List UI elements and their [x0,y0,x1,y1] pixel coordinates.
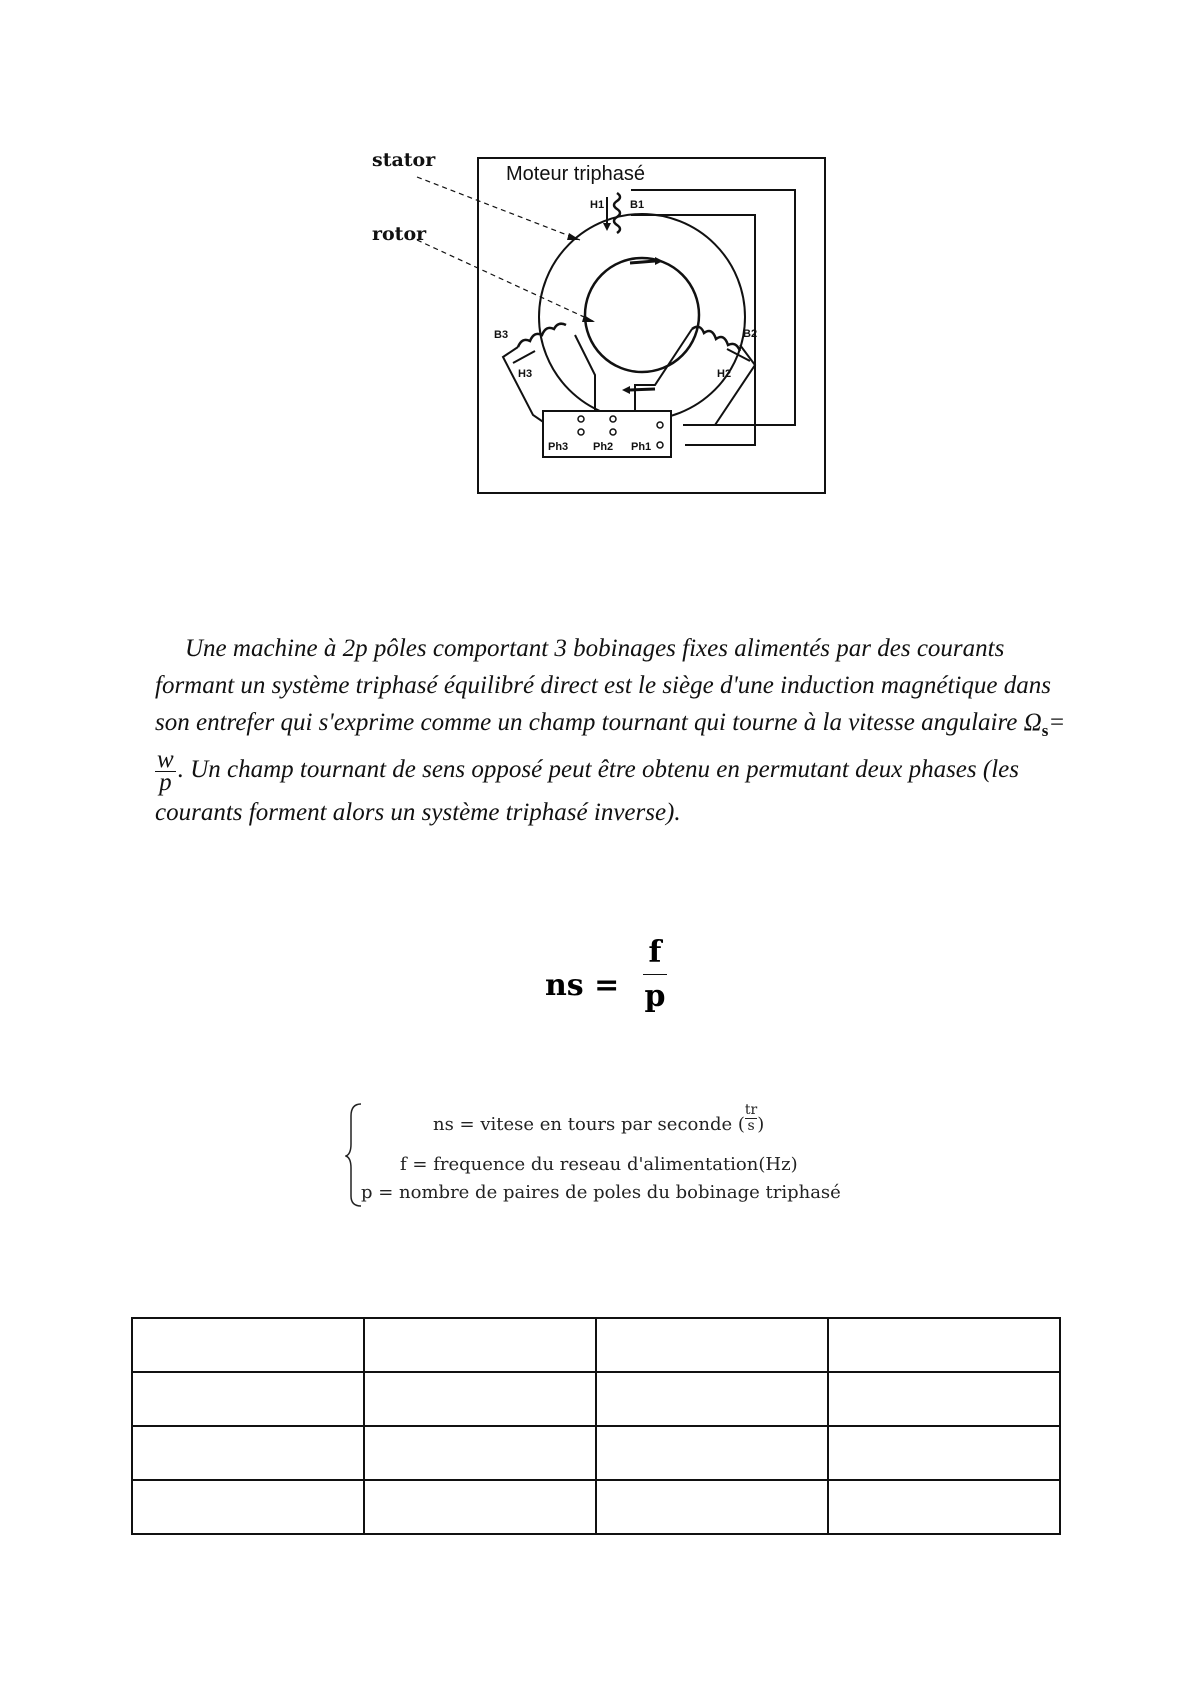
paragraph-line-4-text: . Un champ tournant de sens opposé peut être obtenu en permutant deux phases (les [177,756,1019,784]
empty-table [131,1317,1061,1535]
unit-denominator: s [747,1117,755,1134]
table-row [132,1426,1060,1480]
coil-3-arrow [513,351,535,363]
table-cell[interactable] [596,1372,828,1426]
coil-1 [614,193,620,233]
table-cell[interactable] [828,1426,1060,1480]
rotation-arrow-top [630,261,655,263]
rotation-arrow-bottom [630,389,655,390]
paragraph-line-2: formant un système triphasé équilibré direct est le siège d'une induction magnétique dans [155,672,1051,699]
table-cell[interactable] [596,1426,828,1480]
table-row [132,1372,1060,1426]
table-cell[interactable] [828,1318,1060,1372]
fraction-numerator: w [157,746,174,773]
paragraph-line-5: courants forment alors un système triphasé inverse). [155,799,681,826]
formula-numerator: f [648,935,662,970]
coil-label-b3: B3 [494,329,509,341]
formula-lhs: ns = [545,968,620,1003]
definition-ns [433,1101,765,1135]
table-row [132,1480,1060,1534]
formula-denominator: p [644,979,666,1014]
unit-fraction [745,1103,757,1134]
terminal-label-ph1: Ph1 [631,441,652,453]
omega-equals: = [1048,709,1066,736]
paragraph-line-3-text: son entrefer qui s'exprime comme un champ tournant qui tourne à la vitesse angulaire Ω [155,709,1042,736]
definition-ns-close: ) [757,1114,765,1135]
coil-label-h3: H3 [518,368,533,380]
table-cell[interactable] [596,1318,828,1372]
inline-fraction [155,746,176,796]
wire-b2 [635,329,692,420]
table-cell[interactable] [596,1480,828,1534]
paragraph-line-3 [155,704,1066,749]
table-cell[interactable] [364,1480,596,1534]
wire-h2 [715,345,755,425]
fraction-bar [643,974,667,975]
motor-diagram-svg [355,145,835,495]
rotor-leader [417,240,595,322]
fraction-denominator: p [159,769,172,796]
rotation-arrowhead-top [655,257,663,265]
coil-1-arrowhead [603,223,611,231]
table-cell[interactable] [364,1318,596,1372]
formula-fraction [637,935,673,1014]
label-stator: stator [372,149,436,171]
table-cell[interactable] [132,1372,364,1426]
rotation-arrowhead-bottom [622,386,630,394]
synchronous-speed-formula [545,935,685,1025]
coil-label-b1: B1 [630,199,645,211]
table-cell[interactable] [828,1480,1060,1534]
coil-2 [692,327,740,351]
stator-leader [417,177,580,240]
label-rotor: rotor [372,223,427,245]
wire-b1 [631,190,795,425]
description-paragraph [155,630,1066,831]
rotor-circle [585,258,699,372]
paragraph-line-1: Une machine à 2p pôles comportant 3 bobinages fixes alimentés par des courants [185,635,1005,662]
coil-label-h1: H1 [590,199,605,211]
motor-diagram [355,145,835,495]
coil-label-h2: H2 [717,368,732,380]
paragraph-line-4 [155,746,1055,796]
definition-p: p = nombre de paires de poles du bobinage triphasé [361,1182,841,1203]
terminal-label-ph2: Ph2 [593,441,614,453]
definition-ns-text: ns = vitese en tours par seconde ( [433,1114,745,1135]
table-row [132,1318,1060,1372]
variable-definitions [345,1100,865,1210]
table-cell[interactable] [132,1426,364,1480]
definition-f: f = frequence du reseau d'alimentation(Hz) [400,1154,798,1175]
coil-label-b2: B2 [743,328,758,340]
table-cell[interactable] [132,1480,364,1534]
diagram-title: Moteur triphasé [506,163,645,185]
table-cell[interactable] [364,1426,596,1480]
table-cell[interactable] [364,1372,596,1426]
omega-subscript: s [1041,721,1049,740]
table-cell[interactable] [828,1372,1060,1426]
table-cell[interactable] [132,1318,364,1372]
unit-numerator: tr [744,1101,758,1118]
terminal-label-ph3: Ph3 [548,441,569,453]
